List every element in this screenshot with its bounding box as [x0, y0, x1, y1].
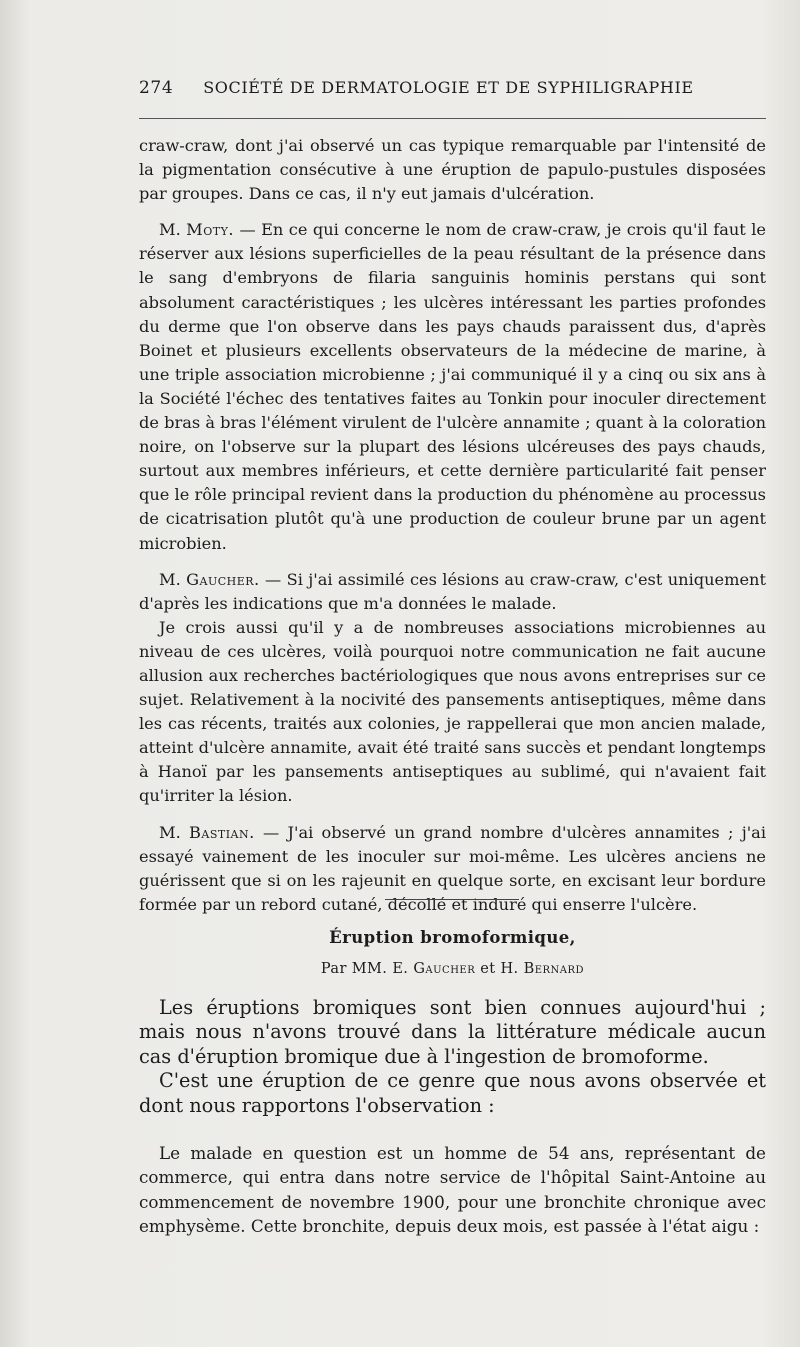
speaker-name: Gaucher.: [186, 569, 260, 589]
article-title: Éruption bromoformique,: [329, 928, 576, 947]
authors-prefix: Par MM. E.: [320, 961, 414, 977]
speaker-prefix: M.: [159, 822, 189, 842]
speaker-prefix: M.: [159, 220, 187, 240]
speech-text: — En ce qui concerne le nom de craw-craw, je crois qu'il faut le réserver aux lésions superficielles de la peau résultant de la présence dans le sang d'embryons de filaria sanguinis hominis perstans qui sont absolument caractéristiques ; les ulcères intéressant les parties profondes du derme que l'on observe dans les pays chauds paraissent dus, d'après Boinet et plusieurs excellents observateurs de la médecine de marine, à une triple association microbienne ; j'ai communiqué il y a cinq ou six ans à la Société l'échec des tentatives faites au Tonkin pour inoculer directement de bras à bras l'élément virulent de l'ulcère annamite ; quant à la coloration noire, on l'observe sur la plupart des lésions ulcéreuses des pays chauds, surtout aux membres inférieurs, et cette dernière particularité fait penser que le rôle principal revient dans la production du phénomène au processus de cicatrisation plutôt qu'à une production de couleur brune par un agent microbien.: [139, 220, 766, 553]
paragraph-gaucher-continued: Je crois aussi qu'il y a de nombreuses associations microbiennes au niveau de ces ulcères, voilà pourquoi notre communication ne fait aucune allusion aux recherches bactériologiques que nous avons entreprises sur ce sujet. Relativement à la nocivité des pansements antiseptiques, même dans les cas récents, traités aux colonies, je rappellerai que mon ancien malade, atteint d'ulcère annamite, avait été traité sans succès et pendant longtemps à Hanoï par les pansements antiseptiques au sublimé, qui n'avaient fait qu'irriter la lésion.: [139, 617, 766, 806]
paragraph-continuation: craw-craw, dont j'ai observé un cas typique remarquable par l'intensité de la pigmentation consécutive à une éruption de papulo-pustules disposées par groupes. Dans ce cas, il n'y eut jamais d'ulcération.: [139, 136, 766, 204]
article-authors: [139, 961, 766, 977]
author-gaucher: Gaucher: [413, 961, 476, 977]
page-number: 274: [139, 78, 174, 98]
speaker-prefix: M.: [159, 569, 187, 589]
running-title: SOCIÉTÉ DE DERMATOLOGIE ET DE SYPHILIGRAPHIE: [203, 78, 694, 97]
section-divider: [385, 899, 519, 900]
author-bernard: Bernard: [523, 961, 585, 977]
speaker-name: Moty.: [186, 220, 235, 240]
observation-text: [139, 1141, 766, 1238]
intro-paragraph-2: C'est une éruption de ce genre que nous avons observée et dont nous rapportons l'observation :: [139, 1069, 766, 1117]
running-header: [139, 78, 766, 98]
observation-paragraph: Le malade en question est un homme de 54 ans, représentant de commerce, qui entra dans notre service de l'hôpital Saint-Antoine au commencement de novembre 1900, pour une bronchite chronique avec emphysème. Cette bronchite, depuis deux mois, est passée à l'état aigu :: [139, 1143, 766, 1236]
intro-paragraph-1: Les éruptions bromiques sont bien connues aujourd'hui ; mais nous n'avons trouvé dans la littérature médicale aucun cas d'éruption bromique due à l'ingestion de bromoforme.: [139, 996, 766, 1068]
header-rule: [139, 118, 766, 119]
paragraph-moty: [139, 218, 766, 555]
article-introduction: [139, 996, 766, 1118]
speech-text: — J'ai observé un grand nombre d'ulcères annamites ; j'ai essayé vainement de les inoculer sur moi-même. Les ulcères anciens ne guérissent que si on les rajeunit en quelque sorte, en excisant leur bordure formée par un rebord cutané, décollé et induré qui enserre l'ulcère.: [139, 822, 766, 914]
authors-conjunction: et H.: [475, 961, 524, 977]
speaker-name: Bastian.: [189, 822, 255, 842]
paragraph-gaucher: [139, 568, 766, 616]
speech-text: — Si j'ai assimilé ces lésions au craw-craw, c'est uniquement d'après les indications que m'a données le malade.: [139, 569, 766, 613]
paragraph-bastian: [139, 821, 766, 917]
discussion-text: [139, 134, 766, 917]
